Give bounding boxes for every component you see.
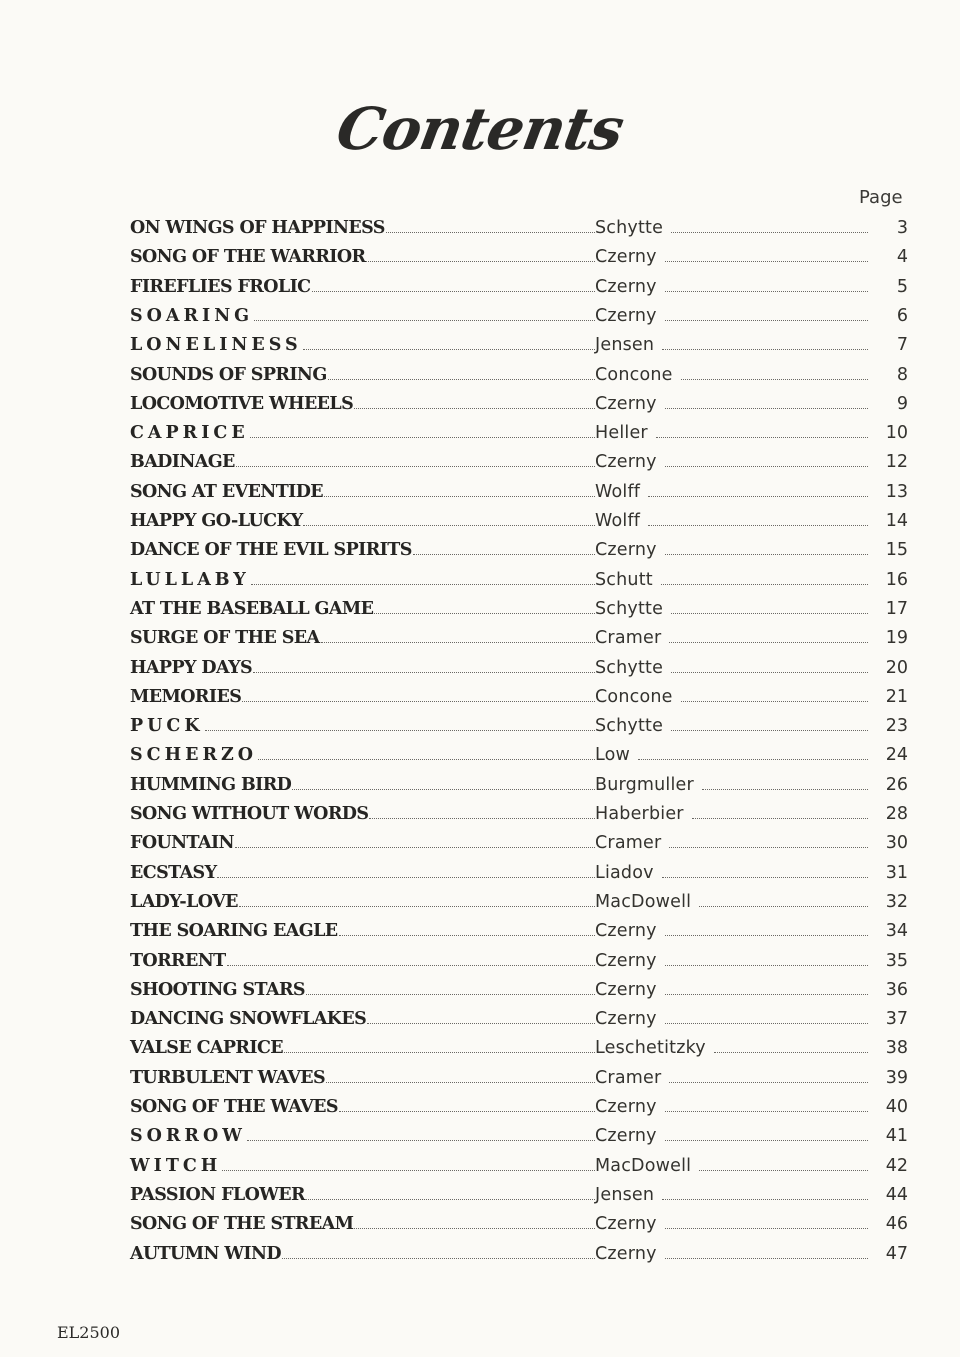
entry-composer-cell xyxy=(595,745,868,765)
title-leader-dots xyxy=(205,729,595,731)
entry-composer-cell xyxy=(595,1126,868,1146)
composer-leader-dots xyxy=(665,1022,868,1024)
composer-leader-dots xyxy=(681,700,868,702)
entry-composer-cell xyxy=(595,1009,868,1029)
entry-composer-cell xyxy=(595,1038,868,1058)
entry-page-number: 19 xyxy=(885,628,908,649)
title-leader-dots xyxy=(282,1257,595,1259)
toc-entry xyxy=(0,507,960,535)
toc-entry xyxy=(0,1005,960,1033)
entry-composer: Czerny xyxy=(595,1009,657,1030)
entry-page-number: 35 xyxy=(885,950,908,971)
entry-title: SOARING xyxy=(130,305,254,326)
entry-title: SONG OF THE WARRIOR xyxy=(130,247,366,268)
entry-composer-cell xyxy=(595,365,868,385)
entry-title: HUMMING BIRD xyxy=(130,774,292,795)
toc-entry xyxy=(0,273,960,301)
title-leader-dots xyxy=(366,260,595,262)
entry-composer-cell xyxy=(595,628,868,648)
entry-title-cell xyxy=(130,306,595,326)
entry-title: HAPPY GO-LUCKY xyxy=(130,511,303,531)
entry-composer-cell xyxy=(595,452,868,472)
title-leader-dots xyxy=(326,1081,595,1083)
title-leader-dots xyxy=(369,817,595,819)
toc-entry xyxy=(0,448,960,476)
entry-title-cell xyxy=(130,540,595,560)
toc-entry xyxy=(0,1034,960,1062)
composer-leader-dots xyxy=(669,641,868,643)
entry-title: SURGE OF THE SEA xyxy=(130,628,320,649)
toc-entry xyxy=(0,712,960,740)
composer-leader-dots xyxy=(665,934,868,936)
page-title: Contents xyxy=(331,95,629,163)
entry-title: SONG OF THE STREAM xyxy=(130,1214,354,1235)
entry-page-number: 32 xyxy=(885,891,908,912)
toc-entry xyxy=(0,917,960,945)
entry-title: LOCOMOTIVE WHEELS xyxy=(130,393,354,414)
entry-page-number: 21 xyxy=(885,686,908,707)
composer-leader-dots xyxy=(662,348,868,350)
entry-composer: Czerny xyxy=(595,276,657,297)
toc-entry xyxy=(0,536,960,564)
composer-leader-dots xyxy=(714,1051,868,1053)
entry-page-number: 23 xyxy=(885,716,908,737)
composer-leader-dots xyxy=(671,231,868,233)
entry-title-cell xyxy=(130,394,595,414)
title-leader-dots xyxy=(217,876,595,878)
toc-entry xyxy=(0,624,960,652)
entry-title-cell xyxy=(130,511,595,531)
entry-page-number: 6 xyxy=(896,305,908,326)
entry-page-number: 12 xyxy=(885,452,908,473)
title-leader-dots xyxy=(367,1022,595,1024)
entry-composer-cell xyxy=(595,921,868,941)
composer-leader-dots xyxy=(671,729,868,731)
composer-leader-dots xyxy=(665,964,868,966)
entry-title: ON WINGS OF HAPPINESS xyxy=(130,218,385,238)
toc-entry xyxy=(0,478,960,506)
entry-composer: Czerny xyxy=(595,950,657,971)
entry-composer-cell xyxy=(595,863,868,883)
toc-entry xyxy=(0,1152,960,1180)
title-leader-dots xyxy=(312,290,595,292)
entry-composer-cell xyxy=(595,1097,868,1117)
composer-leader-dots xyxy=(665,1227,868,1229)
composer-leader-dots xyxy=(699,1169,868,1171)
entry-title-cell xyxy=(130,1214,595,1234)
entry-page-number: 20 xyxy=(885,657,908,678)
composer-leader-dots xyxy=(638,758,868,760)
toc-entry xyxy=(0,1122,960,1150)
title-leader-dots xyxy=(321,641,595,643)
entry-page-number: 9 xyxy=(896,393,908,414)
entry-composer-cell xyxy=(595,1068,868,1088)
toc-entry xyxy=(0,419,960,447)
title-leader-dots xyxy=(239,905,595,907)
toc-entry xyxy=(0,888,960,916)
entry-composer: Jensen xyxy=(595,335,655,356)
entry-title-cell xyxy=(130,482,595,502)
entry-page-number: 34 xyxy=(885,921,908,942)
composer-leader-dots xyxy=(656,436,868,438)
entry-title: THE SOARING EAGLE xyxy=(130,921,338,942)
entry-composer: Concone xyxy=(595,686,673,707)
entry-composer-cell xyxy=(595,833,868,853)
entry-page-number: 44 xyxy=(885,1184,908,1205)
entry-composer-cell xyxy=(595,892,868,912)
entry-composer: Czerny xyxy=(595,921,657,942)
entry-composer-cell xyxy=(595,511,868,531)
entry-title-cell xyxy=(130,247,595,267)
entry-composer-cell xyxy=(595,335,868,355)
entry-page-number: 37 xyxy=(885,1009,908,1030)
toc-entry xyxy=(0,243,960,271)
entry-title-cell xyxy=(130,892,595,912)
entry-page-number: 7 xyxy=(896,335,908,356)
entry-composer: Wolff xyxy=(595,481,641,502)
entry-title-cell xyxy=(130,1156,595,1176)
composer-leader-dots xyxy=(662,1198,868,1200)
composer-leader-dots xyxy=(681,378,868,380)
title-leader-dots xyxy=(386,231,595,233)
title-leader-dots xyxy=(374,612,595,614)
entry-composer: Czerny xyxy=(595,393,657,414)
entry-title: MEMORIES xyxy=(130,686,242,707)
entry-title: CAPRICE xyxy=(130,423,249,444)
entry-composer: Czerny xyxy=(595,979,657,1000)
entry-title-cell xyxy=(130,1126,595,1146)
composer-leader-dots xyxy=(661,583,868,585)
entry-composer: Jensen xyxy=(595,1184,655,1205)
entry-composer: Schytte xyxy=(595,716,664,737)
composer-leader-dots xyxy=(669,846,868,848)
entry-page-number: 13 xyxy=(885,481,908,502)
entry-title: SONG AT EVENTIDE xyxy=(130,481,324,502)
entry-composer: Low xyxy=(595,745,631,766)
entry-title-cell xyxy=(130,863,595,883)
entry-title-cell xyxy=(130,921,595,941)
entry-composer: MacDowell xyxy=(595,1155,692,1176)
title-leader-dots xyxy=(253,671,595,673)
title-leader-dots xyxy=(306,1198,595,1200)
title-leader-dots xyxy=(235,846,595,848)
composer-leader-dots xyxy=(702,788,868,790)
entry-title-cell xyxy=(130,1097,595,1117)
title-leader-dots xyxy=(328,378,595,380)
entry-page-number: 46 xyxy=(885,1214,908,1235)
entry-page-number: 31 xyxy=(885,862,908,883)
entry-title-cell xyxy=(130,452,595,472)
entry-title: PASSION FLOWER xyxy=(130,1184,305,1205)
toc-entry xyxy=(0,361,960,389)
page-column-label: Page xyxy=(859,187,903,208)
composer-leader-dots xyxy=(665,407,868,409)
composer-leader-dots xyxy=(648,495,868,497)
entry-page-number: 41 xyxy=(885,1126,908,1147)
composer-leader-dots xyxy=(665,553,868,555)
entry-page-number: 36 xyxy=(885,979,908,1000)
entry-composer: Leschetitzky xyxy=(595,1038,706,1059)
title-leader-dots xyxy=(258,758,595,760)
title-leader-dots xyxy=(303,348,595,350)
entry-composer-cell xyxy=(595,804,868,824)
composer-leader-dots xyxy=(699,905,868,907)
entry-page-number: 14 xyxy=(885,511,908,531)
entry-title: TURBULENT WAVES xyxy=(130,1067,326,1088)
entry-composer: Czerny xyxy=(595,540,657,561)
entry-composer-cell xyxy=(595,658,868,678)
entry-page-number: 39 xyxy=(885,1067,908,1088)
entry-page-number: 5 xyxy=(896,276,908,297)
entry-composer: Schytte xyxy=(595,598,664,619)
entry-composer-cell xyxy=(595,247,868,267)
entry-title: DANCE OF THE EVIL SPIRITS xyxy=(130,540,412,561)
entry-page-number: 47 xyxy=(885,1243,908,1264)
title-leader-dots xyxy=(284,1051,595,1053)
title-leader-dots xyxy=(354,407,595,409)
entry-title: PUCK xyxy=(130,716,204,737)
entry-composer: Cramer xyxy=(595,833,662,854)
toc-entry xyxy=(0,302,960,330)
entry-page-number: 15 xyxy=(885,540,908,561)
entry-title: SONG WITHOUT WORDS xyxy=(130,804,369,824)
entry-composer: Czerny xyxy=(595,452,657,473)
entry-title-cell xyxy=(130,628,595,648)
entry-composer-cell xyxy=(595,951,868,971)
entry-title-cell xyxy=(130,658,595,678)
title-leader-dots xyxy=(413,553,595,555)
composer-leader-dots xyxy=(665,290,868,292)
toc-entry xyxy=(0,829,960,857)
composer-leader-dots xyxy=(665,993,868,995)
toc-entry xyxy=(0,1210,960,1238)
entry-composer-cell xyxy=(595,775,868,795)
entry-composer-cell xyxy=(595,277,868,297)
entry-page-number: 28 xyxy=(885,804,908,824)
title-leader-dots xyxy=(236,465,595,467)
entry-composer: Wolff xyxy=(595,511,641,531)
entry-title-cell xyxy=(130,423,595,443)
entry-title: FOUNTAIN xyxy=(130,833,234,854)
composer-leader-dots xyxy=(671,671,868,673)
entry-page-number: 40 xyxy=(885,1097,908,1117)
entry-title-cell xyxy=(130,687,595,707)
title-leader-dots xyxy=(292,788,595,790)
entry-title: AT THE BASEBALL GAME xyxy=(130,598,374,619)
entry-title-cell xyxy=(130,775,595,795)
entry-title: SOUNDS OF SPRING xyxy=(130,364,327,385)
composer-leader-dots xyxy=(665,319,868,321)
entry-title-cell xyxy=(130,980,595,1000)
entry-title: BADINAGE xyxy=(130,452,235,473)
toc-entry xyxy=(0,331,960,359)
entry-composer: Czerny xyxy=(595,1097,657,1117)
entry-title: SCHERZO xyxy=(130,745,258,766)
title-leader-dots xyxy=(324,495,595,497)
entry-title: LONELINESS xyxy=(130,335,302,356)
entry-title: SHOOTING STARS xyxy=(130,979,305,1000)
entry-page-number: 3 xyxy=(896,218,908,238)
entry-page-number: 42 xyxy=(885,1155,908,1176)
composer-leader-dots xyxy=(662,876,868,878)
entry-page-number: 10 xyxy=(885,423,908,444)
entry-title-cell xyxy=(130,218,595,238)
toc-entry xyxy=(0,654,960,682)
entry-composer: Czerny xyxy=(595,1126,657,1147)
composer-leader-dots xyxy=(665,1110,868,1112)
entry-composer: Schytte xyxy=(595,218,664,238)
title-leader-dots xyxy=(354,1227,595,1229)
entry-title: SORROW xyxy=(130,1126,246,1147)
title-leader-dots xyxy=(254,319,595,321)
entry-title: WITCH xyxy=(130,1155,222,1176)
composer-leader-dots xyxy=(665,260,868,262)
entry-title-cell xyxy=(130,365,595,385)
toc-entry xyxy=(0,595,960,623)
entry-page-number: 26 xyxy=(885,774,908,795)
entry-composer: Schutt xyxy=(595,569,653,590)
toc-entry xyxy=(0,1240,960,1268)
entry-composer-cell xyxy=(595,599,868,619)
entry-page-number: 30 xyxy=(885,833,908,854)
toc-entry xyxy=(0,214,960,242)
entry-composer: MacDowell xyxy=(595,891,692,912)
entry-title-cell xyxy=(130,951,595,971)
entry-composer-cell xyxy=(595,687,868,707)
entry-composer: Czerny xyxy=(595,1243,657,1264)
title-leader-dots xyxy=(339,934,595,936)
title-leader-dots xyxy=(339,1110,595,1112)
composer-leader-dots xyxy=(671,612,868,614)
title-leader-dots xyxy=(222,1169,595,1171)
entry-title: DANCING SNOWFLAKES xyxy=(130,1009,367,1030)
entry-composer: Liadov xyxy=(595,862,654,883)
entry-composer-cell xyxy=(595,1156,868,1176)
entry-title-cell xyxy=(130,599,595,619)
toc-entry xyxy=(0,683,960,711)
entry-composer: Cramer xyxy=(595,628,662,649)
entry-composer: Haberbier xyxy=(595,804,684,824)
entry-composer: Czerny xyxy=(595,305,657,326)
entry-title: LADY-LOVE xyxy=(130,891,238,912)
composer-leader-dots xyxy=(665,1139,868,1141)
entry-composer-cell xyxy=(595,394,868,414)
entry-page-number: 17 xyxy=(885,598,908,619)
entry-title-cell xyxy=(130,277,595,297)
title-leader-dots xyxy=(303,524,595,526)
entry-composer-cell xyxy=(595,423,868,443)
entry-composer: Heller xyxy=(595,423,648,444)
composer-leader-dots xyxy=(665,465,868,467)
title-leader-dots xyxy=(247,1139,595,1141)
entry-composer-cell xyxy=(595,540,868,560)
toc-entry xyxy=(0,947,960,975)
title-leader-dots xyxy=(242,700,595,702)
entry-composer-cell xyxy=(595,1185,868,1205)
title-leader-dots xyxy=(251,583,595,585)
entry-composer: Cramer xyxy=(595,1067,662,1088)
entry-title: AUTUMN WIND xyxy=(130,1243,281,1264)
entry-composer-cell xyxy=(595,570,868,590)
entry-title-cell xyxy=(130,1185,595,1205)
toc-entry xyxy=(0,771,960,799)
entry-title-cell xyxy=(130,745,595,765)
entry-title-cell xyxy=(130,1009,595,1029)
entry-title: FIREFLIES FROLIC xyxy=(130,276,311,297)
entry-composer: Czerny xyxy=(595,247,657,268)
entry-page-number: 8 xyxy=(896,364,908,385)
toc-entry xyxy=(0,1093,960,1121)
toc-entry xyxy=(0,390,960,418)
entry-composer-cell xyxy=(595,482,868,502)
entry-title: HAPPY DAYS xyxy=(130,657,253,678)
entry-page-number: 24 xyxy=(885,745,908,766)
entry-composer-cell xyxy=(595,716,868,736)
toc-entry xyxy=(0,859,960,887)
composer-leader-dots xyxy=(669,1081,868,1083)
entry-title-cell xyxy=(130,335,595,355)
toc-entry xyxy=(0,741,960,769)
entry-title: VALSE CAPRICE xyxy=(130,1038,284,1059)
entry-title: TORRENT xyxy=(130,950,226,971)
composer-leader-dots xyxy=(692,817,868,819)
entry-title: ECSTASY xyxy=(130,862,217,883)
title-leader-dots xyxy=(306,993,595,995)
entry-title: LULLABY xyxy=(130,569,250,590)
entry-title-cell xyxy=(130,833,595,853)
entry-title: SONG OF THE WAVES xyxy=(130,1097,338,1117)
toc-entry xyxy=(0,800,960,828)
title-leader-dots xyxy=(227,964,595,966)
entry-title-cell xyxy=(130,804,595,824)
toc-entry xyxy=(0,566,960,594)
toc-entry xyxy=(0,1181,960,1209)
entry-composer: Burgmuller xyxy=(595,774,694,795)
entry-title-cell xyxy=(130,1068,595,1088)
entry-composer: Czerny xyxy=(595,1214,657,1235)
entry-composer-cell xyxy=(595,1214,868,1234)
entry-composer-cell xyxy=(595,980,868,1000)
composer-leader-dots xyxy=(665,1257,868,1259)
entry-page-number: 16 xyxy=(885,569,908,590)
title-leader-dots xyxy=(250,436,595,438)
entry-composer: Concone xyxy=(595,364,673,385)
entry-composer-cell xyxy=(595,306,868,326)
entry-composer: Schytte xyxy=(595,657,664,678)
entry-composer-cell xyxy=(595,218,868,238)
composer-leader-dots xyxy=(648,524,868,526)
entry-title-cell xyxy=(130,1244,595,1264)
entry-composer-cell xyxy=(595,1244,868,1264)
entry-page-number: 38 xyxy=(885,1038,908,1059)
toc-entry xyxy=(0,976,960,1004)
entry-title-cell xyxy=(130,716,595,736)
toc-entry xyxy=(0,1064,960,1092)
catalog-code: EL2500 xyxy=(57,1323,121,1342)
entry-page-number: 4 xyxy=(896,247,908,268)
entry-title-cell xyxy=(130,1038,595,1058)
entry-title-cell xyxy=(130,570,595,590)
